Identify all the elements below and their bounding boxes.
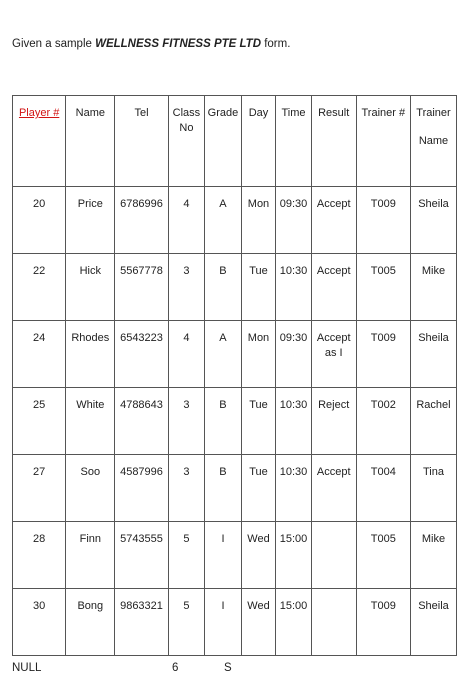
cell-class-no: 4 <box>168 321 205 388</box>
cell-time: 15:00 <box>276 589 312 656</box>
cell-trainer-no: T002 <box>356 388 410 455</box>
cell-result: Reject <box>311 388 356 455</box>
cell-name: Bong <box>66 589 115 656</box>
table-row <box>13 321 457 388</box>
cell-class-no: 3 <box>168 254 205 321</box>
header-class-no: Class No <box>168 96 205 187</box>
cell-trainer-name: Sheila <box>410 321 456 388</box>
cell-time: 09:30 <box>276 321 312 388</box>
cell-result: Accept <box>311 254 356 321</box>
footer-grade-value: S <box>224 662 232 674</box>
cell-result: Accept <box>311 187 356 254</box>
cell-trainer-name: Sheila <box>410 589 456 656</box>
cell-class-no: 3 <box>168 388 205 455</box>
cell-trainer-no: T005 <box>356 254 410 321</box>
cell-day: Wed <box>241 522 275 589</box>
cell-tel: 5567778 <box>115 254 168 321</box>
table-row <box>13 388 457 455</box>
cell-name: Hick <box>66 254 115 321</box>
cell-name: Rhodes <box>66 321 115 388</box>
footer-class-value: 6 <box>172 662 179 674</box>
table-row <box>13 522 457 589</box>
cell-name: Price <box>66 187 115 254</box>
cell-tel: 9863321 <box>115 589 168 656</box>
table-row <box>13 254 457 321</box>
registration-form-table <box>12 95 457 656</box>
cell-tel: 6543223 <box>115 321 168 388</box>
cell-player: 30 <box>13 589 66 656</box>
cell-time: 10:30 <box>276 254 312 321</box>
cell-day: Tue <box>241 388 275 455</box>
intro-prefix: Given a sample <box>12 38 96 50</box>
cell-grade: B <box>205 455 242 522</box>
footer-null-label: NULL <box>12 662 42 674</box>
cell-grade: I <box>205 522 242 589</box>
header-trainer-name-top: Trainer <box>416 107 451 119</box>
cell-day: Tue <box>241 455 275 522</box>
cell-day: Mon <box>241 187 275 254</box>
cell-trainer-name: Mike <box>410 522 456 589</box>
cell-time: 10:30 <box>276 388 312 455</box>
company-name: WELLNESS FITNESS PTE LTD <box>95 38 262 50</box>
cell-trainer-name: Sheila <box>410 187 456 254</box>
cell-player: 24 <box>13 321 66 388</box>
cell-class-no: 5 <box>168 522 205 589</box>
cell-tel: 6786996 <box>115 187 168 254</box>
header-trainer-name-bottom: Name <box>418 135 449 147</box>
cell-result <box>311 522 356 589</box>
table-row <box>13 589 457 656</box>
cell-time: 10:30 <box>276 455 312 522</box>
cell-result <box>311 589 356 656</box>
header-result: Result <box>311 96 356 187</box>
cell-player: 22 <box>13 254 66 321</box>
cell-grade: A <box>205 321 242 388</box>
cell-tel: 4587996 <box>115 455 168 522</box>
cell-tel: 4788643 <box>115 388 168 455</box>
header-player-no: Player # <box>13 96 66 187</box>
cell-trainer-name: Tina <box>410 455 456 522</box>
cell-trainer-name: Mike <box>410 254 456 321</box>
cell-time: 09:30 <box>276 187 312 254</box>
cell-trainer-no: T009 <box>356 321 410 388</box>
cell-name: Finn <box>66 522 115 589</box>
header-trainer-name <box>410 96 456 187</box>
cell-player: 28 <box>13 522 66 589</box>
header-trainer-no: Trainer # <box>356 96 410 187</box>
cell-grade: I <box>205 589 242 656</box>
cell-grade: B <box>205 388 242 455</box>
cell-trainer-no: T009 <box>356 187 410 254</box>
cell-time: 15:00 <box>276 522 312 589</box>
cell-class-no: 4 <box>168 187 205 254</box>
table-row <box>13 187 457 254</box>
header-grade: Grade <box>205 96 242 187</box>
cell-result: Accept <box>311 455 356 522</box>
header-row <box>13 96 457 187</box>
cell-grade: A <box>205 187 242 254</box>
table-row <box>13 455 457 522</box>
cell-day: Tue <box>241 254 275 321</box>
cell-class-no: 3 <box>168 455 205 522</box>
header-name: Name <box>66 96 115 187</box>
cell-player: 20 <box>13 187 66 254</box>
cell-trainer-no: T009 <box>356 589 410 656</box>
cell-trainer-no: T004 <box>356 455 410 522</box>
cell-trainer-no: T005 <box>356 522 410 589</box>
header-tel: Tel <box>115 96 168 187</box>
cell-result: Accept as I <box>311 321 356 388</box>
cell-name: White <box>66 388 115 455</box>
intro-suffix: form. <box>261 38 291 50</box>
header-time: Time <box>276 96 312 187</box>
cell-player: 25 <box>13 388 66 455</box>
cell-player: 27 <box>13 455 66 522</box>
cell-trainer-name: Rachel <box>410 388 456 455</box>
header-day: Day <box>241 96 275 187</box>
cell-grade: B <box>205 254 242 321</box>
cell-day: Mon <box>241 321 275 388</box>
cell-day: Wed <box>241 589 275 656</box>
cell-name: Soo <box>66 455 115 522</box>
cell-tel: 5743555 <box>115 522 168 589</box>
intro-text <box>12 38 290 50</box>
cell-class-no: 5 <box>168 589 205 656</box>
